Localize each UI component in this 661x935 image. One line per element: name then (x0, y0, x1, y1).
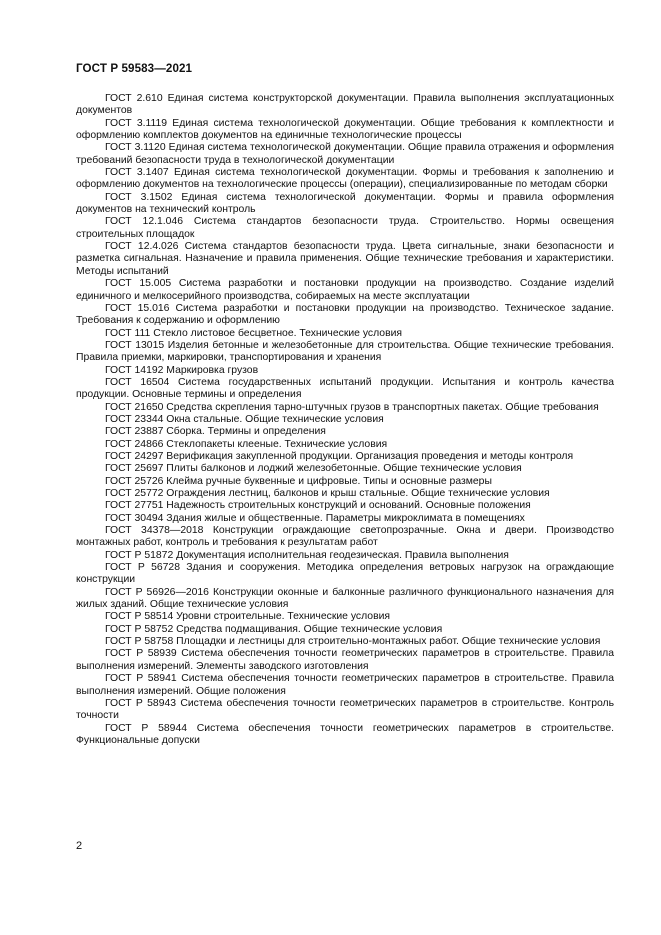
document-header: ГОСТ Р 59583—2021 (76, 62, 193, 75)
reference-item: ГОСТ Р 58943 Система обеспечения точности геометрических параметров в строительстве. Контроль точности (76, 697, 614, 722)
reference-item: ГОСТ 3.1119 Единая система технологической документации. Общие требования к комплектности и оформлению комплектов документов на единичные технологические процессы (76, 117, 614, 142)
reference-item: ГОСТ Р 58752 Средства подмащивания. Общие технические условия (105, 623, 443, 635)
reference-item: ГОСТ 3.1407 Единая система технологической документации. Формы и требования к заполнению и оформлению документов на технологические процессы (операции), специализированные по методам сборки (76, 167, 614, 191)
normative-references-list (76, 93, 614, 747)
reference-item: ГОСТ 25772 Ограждения лестниц, балконов и крыш стальные. Общие технические условия (105, 488, 550, 499)
reference-item: ГОСТ Р 58758 Площадки и лестницы для строительно-монтажных работ. Общие технические условия (105, 636, 601, 648)
reference-item: ГОСТ 24297 Верификация закупленной продукции. Организация проведения и методы контроля (105, 450, 574, 462)
reference-item: ГОСТ 34378—2018 Конструкции ограждающие светопрозрачные. Окна и двери. Производство монтажных работ, контроль и требования к результатам работ (76, 525, 614, 549)
reference-item: ГОСТ 23344 Окна стальные. Общие технические условия (105, 413, 384, 425)
reference-item: ГОСТ 25697 Плиты балконов и лоджий железобетонные. Общие технические условия (105, 463, 522, 475)
reference-item: ГОСТ 3.1502 Единая система технологической документации. Формы и правила оформления документов на технический контроль (76, 191, 614, 216)
reference-item: ГОСТ 12.4.026 Система стандартов безопасности труда. Цвета сигнальные, знаки безопасности и разметка сигнальная. Назначение и правила применения. Общие технические требования и характеристики. Методы испытаний (76, 241, 614, 277)
reference-item: ГОСТ Р 58939 Система обеспечения точности геометрических параметров в строительстве. Правила выполнения измерений. Элементы заводского изготовления (76, 648, 614, 672)
reference-item: ГОСТ 14192 Маркировка грузов (105, 364, 259, 376)
reference-item: ГОСТ Р 56926—2016 Конструкции оконные и балконные различного функционального назначения для жилых зданий. Общие технические условия (76, 586, 614, 611)
reference-item: ГОСТ 12.1.046 Система стандартов безопасности труда. Строительство. Нормы освещения строительных площадок (76, 216, 614, 240)
reference-item: ГОСТ 2.610 Единая система конструкторской документации. Правила выполнения эксплуатационных документов (76, 93, 614, 117)
page-number: 2 (76, 840, 83, 852)
reference-item: ГОСТ 27751 Надежность строительных конструкций и оснований. Основные положения (105, 500, 531, 512)
reference-item: ГОСТ 13015 Изделия бетонные и железобетонные для строительства. Общие технические требования. Правила приемки, маркировки, транспортирования и хранения (76, 339, 614, 364)
reference-item: ГОСТ 25726 Клейма ручные буквенные и цифровые. Типы и основные размеры (105, 475, 492, 487)
reference-item: ГОСТ Р 51872 Документация исполнительная геодезическая. Правила выполнения (105, 549, 509, 561)
reference-item: ГОСТ 30494 Здания жилые и общественные. Параметры микроклимата в помещениях (105, 512, 525, 524)
reference-item: ГОСТ 23887 Сборка. Термины и определения (105, 426, 326, 438)
reference-item: ГОСТ 15.005 Система разработки и постановки продукции на производство. Создание изделий единичного и мелкосерийного производства, собираемых на месте эксплуатации (76, 278, 614, 302)
reference-item: ГОСТ 16504 Система государственных испытаний продукции. Испытания и контроль качества продукции. Основные термины и определения (76, 376, 614, 401)
reference-item: ГОСТ Р 58944 Система обеспечения точности геометрических параметров в строительстве. Функциональные допуски (76, 722, 614, 746)
reference-item: ГОСТ 111 Стекло листовое бесцветное. Технические условия (105, 327, 403, 339)
reference-item: ГОСТ Р 58514 Уровни строительные. Технические условия (105, 611, 391, 623)
reference-item: ГОСТ Р 58941 Система обеспечения точности геометрических параметров в строительстве. Правила выполнения измерений. Общие положения (76, 673, 614, 697)
reference-item: ГОСТ 15.016 Система разработки и постановки продукции на производство. Техническое задание. Требования к содержанию и оформлению (76, 302, 614, 327)
reference-item: ГОСТ 21650 Средства скрепления тарно-штучных грузов в транспортных пакетах. Общие требования (105, 401, 599, 413)
reference-item: ГОСТ 3.1120 Единая система технологической документации. Общие правила отражения и оформления требований безопасности труда в технологической документации (76, 142, 614, 166)
reference-item: ГОСТ Р 56728 Здания и сооружения. Методика определения ветровых нагрузок на ограждающие конструкции (76, 562, 614, 586)
reference-item: ГОСТ 24866 Стеклопакеты клееные. Технические условия (105, 438, 388, 450)
